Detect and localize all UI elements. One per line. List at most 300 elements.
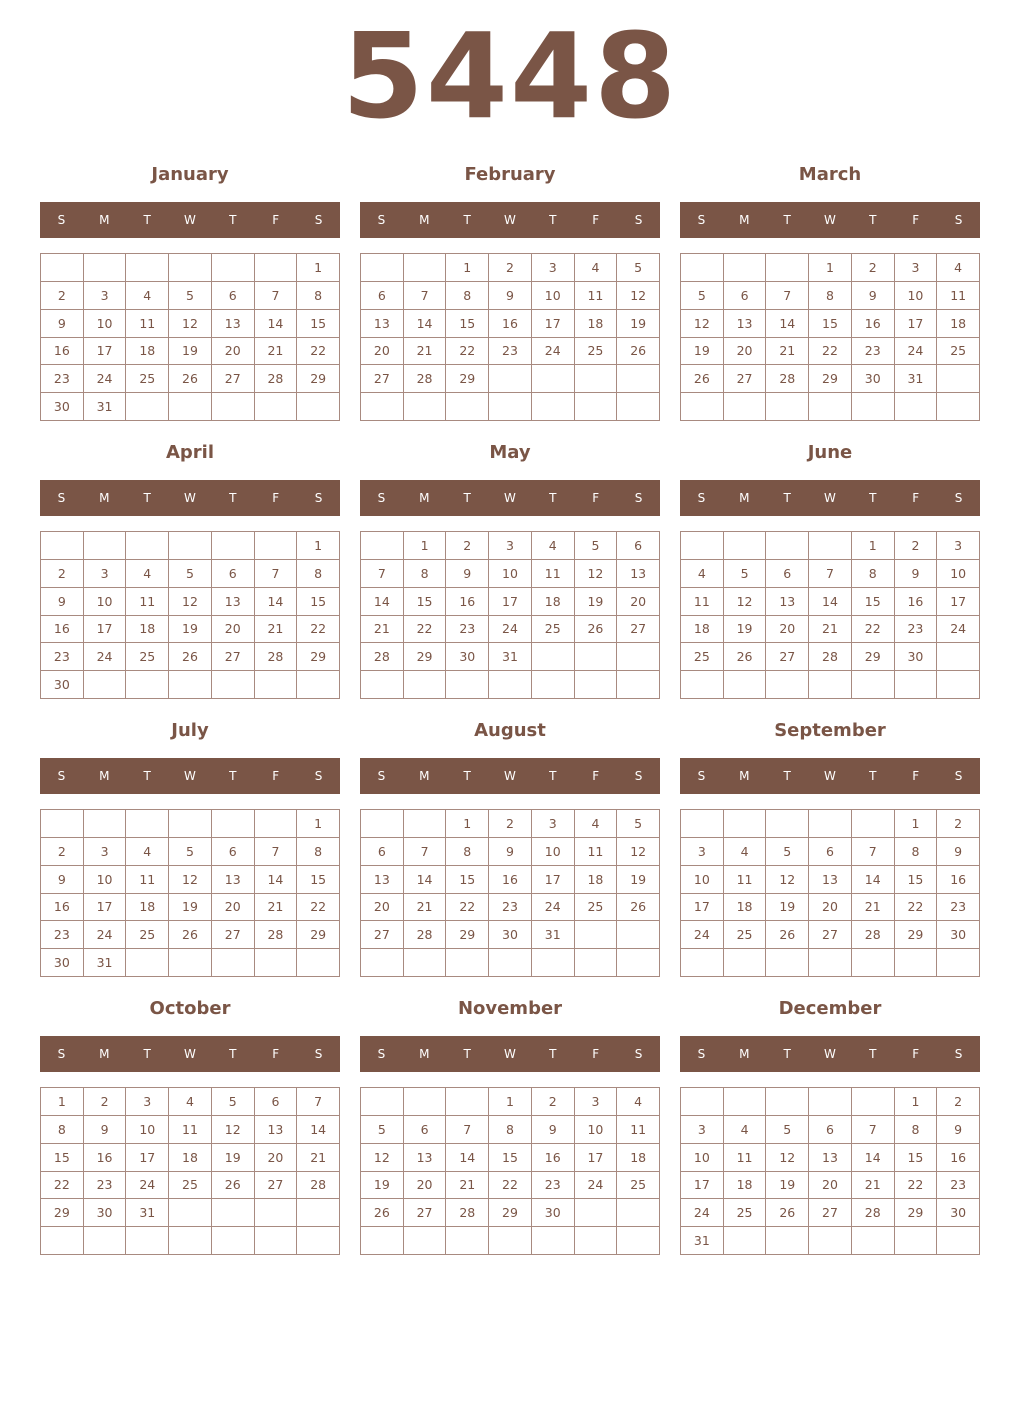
day-cell[interactable]: 16 bbox=[937, 1144, 980, 1172]
day-cell[interactable]: 22 bbox=[895, 894, 938, 922]
day-cell[interactable]: 27 bbox=[255, 1172, 298, 1200]
day-cell[interactable]: 6 bbox=[361, 282, 404, 310]
day-cell[interactable]: 31 bbox=[84, 393, 127, 421]
day-cell[interactable]: 29 bbox=[809, 365, 852, 393]
day-cell[interactable]: 14 bbox=[404, 310, 447, 338]
day-cell[interactable]: 19 bbox=[169, 894, 212, 922]
day-cell[interactable]: 17 bbox=[489, 588, 532, 616]
day-cell[interactable]: 23 bbox=[84, 1172, 127, 1200]
day-cell[interactable]: 12 bbox=[169, 310, 212, 338]
day-cell[interactable]: 21 bbox=[852, 894, 895, 922]
day-cell[interactable]: 1 bbox=[297, 810, 340, 838]
day-cell[interactable]: 6 bbox=[255, 1088, 298, 1116]
day-cell[interactable]: 3 bbox=[126, 1088, 169, 1116]
day-cell[interactable]: 2 bbox=[532, 1088, 575, 1116]
day-cell[interactable]: 1 bbox=[41, 1088, 84, 1116]
day-cell[interactable]: 19 bbox=[169, 616, 212, 644]
day-cell[interactable]: 14 bbox=[255, 588, 298, 616]
day-cell[interactable]: 6 bbox=[212, 282, 255, 310]
day-cell[interactable]: 31 bbox=[532, 921, 575, 949]
day-cell[interactable]: 18 bbox=[617, 1144, 660, 1172]
day-cell[interactable]: 21 bbox=[255, 338, 298, 366]
day-cell[interactable]: 19 bbox=[681, 338, 724, 366]
day-cell[interactable]: 4 bbox=[169, 1088, 212, 1116]
day-cell[interactable]: 29 bbox=[297, 921, 340, 949]
day-cell[interactable]: 28 bbox=[255, 921, 298, 949]
day-cell[interactable]: 9 bbox=[41, 310, 84, 338]
day-cell[interactable]: 3 bbox=[575, 1088, 618, 1116]
day-cell[interactable]: 2 bbox=[41, 838, 84, 866]
day-cell[interactable]: 27 bbox=[404, 1199, 447, 1227]
day-cell[interactable]: 29 bbox=[895, 921, 938, 949]
day-cell[interactable]: 2 bbox=[852, 254, 895, 282]
day-cell[interactable]: 26 bbox=[169, 365, 212, 393]
day-cell[interactable]: 18 bbox=[937, 310, 980, 338]
day-cell[interactable]: 6 bbox=[212, 560, 255, 588]
day-cell[interactable]: 11 bbox=[126, 588, 169, 616]
day-cell[interactable]: 29 bbox=[404, 643, 447, 671]
day-cell[interactable]: 10 bbox=[532, 838, 575, 866]
day-cell[interactable]: 28 bbox=[361, 643, 404, 671]
day-cell[interactable]: 3 bbox=[681, 1116, 724, 1144]
day-cell[interactable]: 19 bbox=[575, 588, 618, 616]
day-cell[interactable]: 5 bbox=[766, 838, 809, 866]
day-cell[interactable]: 1 bbox=[895, 1088, 938, 1116]
day-cell[interactable]: 22 bbox=[446, 894, 489, 922]
day-cell[interactable]: 8 bbox=[446, 838, 489, 866]
day-cell[interactable]: 15 bbox=[404, 588, 447, 616]
day-cell[interactable]: 14 bbox=[255, 310, 298, 338]
day-cell[interactable]: 13 bbox=[766, 588, 809, 616]
day-cell[interactable]: 29 bbox=[852, 643, 895, 671]
day-cell[interactable]: 21 bbox=[255, 616, 298, 644]
day-cell[interactable]: 9 bbox=[937, 1116, 980, 1144]
day-cell[interactable]: 14 bbox=[255, 866, 298, 894]
day-cell[interactable]: 26 bbox=[575, 616, 618, 644]
day-cell[interactable]: 31 bbox=[84, 949, 127, 977]
day-cell[interactable]: 27 bbox=[617, 616, 660, 644]
day-cell[interactable]: 5 bbox=[724, 560, 767, 588]
day-cell[interactable]: 15 bbox=[489, 1144, 532, 1172]
day-cell[interactable]: 26 bbox=[169, 643, 212, 671]
day-cell[interactable]: 16 bbox=[895, 588, 938, 616]
day-cell[interactable]: 17 bbox=[126, 1144, 169, 1172]
day-cell[interactable]: 3 bbox=[532, 810, 575, 838]
day-cell[interactable]: 29 bbox=[446, 921, 489, 949]
day-cell[interactable]: 27 bbox=[766, 643, 809, 671]
day-cell[interactable]: 7 bbox=[852, 1116, 895, 1144]
day-cell[interactable]: 4 bbox=[937, 254, 980, 282]
day-cell[interactable]: 15 bbox=[297, 310, 340, 338]
day-cell[interactable]: 21 bbox=[404, 338, 447, 366]
day-cell[interactable]: 17 bbox=[532, 310, 575, 338]
day-cell[interactable]: 5 bbox=[617, 810, 660, 838]
day-cell[interactable]: 23 bbox=[446, 616, 489, 644]
day-cell[interactable]: 6 bbox=[212, 838, 255, 866]
day-cell[interactable]: 20 bbox=[809, 1172, 852, 1200]
day-cell[interactable]: 5 bbox=[361, 1116, 404, 1144]
day-cell[interactable]: 19 bbox=[361, 1172, 404, 1200]
day-cell[interactable]: 7 bbox=[404, 838, 447, 866]
day-cell[interactable]: 17 bbox=[681, 894, 724, 922]
day-cell[interactable]: 10 bbox=[126, 1116, 169, 1144]
day-cell[interactable]: 24 bbox=[126, 1172, 169, 1200]
day-cell[interactable]: 9 bbox=[852, 282, 895, 310]
day-cell[interactable]: 8 bbox=[297, 838, 340, 866]
day-cell[interactable]: 2 bbox=[489, 810, 532, 838]
day-cell[interactable]: 8 bbox=[895, 1116, 938, 1144]
day-cell[interactable]: 9 bbox=[489, 282, 532, 310]
day-cell[interactable]: 5 bbox=[681, 282, 724, 310]
day-cell[interactable]: 21 bbox=[446, 1172, 489, 1200]
day-cell[interactable]: 13 bbox=[361, 310, 404, 338]
day-cell[interactable]: 20 bbox=[809, 894, 852, 922]
day-cell[interactable]: 23 bbox=[937, 894, 980, 922]
day-cell[interactable]: 23 bbox=[532, 1172, 575, 1200]
day-cell[interactable]: 15 bbox=[852, 588, 895, 616]
day-cell[interactable]: 29 bbox=[489, 1199, 532, 1227]
day-cell[interactable]: 17 bbox=[532, 866, 575, 894]
day-cell[interactable]: 14 bbox=[852, 866, 895, 894]
day-cell[interactable]: 3 bbox=[937, 532, 980, 560]
day-cell[interactable]: 8 bbox=[404, 560, 447, 588]
day-cell[interactable]: 22 bbox=[41, 1172, 84, 1200]
day-cell[interactable]: 29 bbox=[297, 365, 340, 393]
day-cell[interactable]: 11 bbox=[126, 310, 169, 338]
day-cell[interactable]: 9 bbox=[41, 588, 84, 616]
day-cell[interactable]: 10 bbox=[489, 560, 532, 588]
day-cell[interactable]: 3 bbox=[84, 282, 127, 310]
day-cell[interactable]: 15 bbox=[895, 1144, 938, 1172]
day-cell[interactable]: 11 bbox=[937, 282, 980, 310]
day-cell[interactable]: 28 bbox=[297, 1172, 340, 1200]
day-cell[interactable]: 9 bbox=[41, 866, 84, 894]
day-cell[interactable]: 14 bbox=[297, 1116, 340, 1144]
day-cell[interactable]: 16 bbox=[41, 616, 84, 644]
day-cell[interactable]: 4 bbox=[575, 254, 618, 282]
day-cell[interactable]: 17 bbox=[937, 588, 980, 616]
day-cell[interactable]: 24 bbox=[895, 338, 938, 366]
day-cell[interactable]: 30 bbox=[41, 949, 84, 977]
day-cell[interactable]: 22 bbox=[852, 616, 895, 644]
day-cell[interactable]: 18 bbox=[126, 616, 169, 644]
day-cell[interactable]: 9 bbox=[895, 560, 938, 588]
day-cell[interactable]: 19 bbox=[617, 866, 660, 894]
day-cell[interactable]: 30 bbox=[446, 643, 489, 671]
day-cell[interactable]: 13 bbox=[724, 310, 767, 338]
day-cell[interactable]: 28 bbox=[809, 643, 852, 671]
day-cell[interactable]: 16 bbox=[84, 1144, 127, 1172]
day-cell[interactable]: 11 bbox=[724, 1144, 767, 1172]
day-cell[interactable]: 23 bbox=[489, 338, 532, 366]
day-cell[interactable]: 18 bbox=[575, 310, 618, 338]
day-cell[interactable]: 18 bbox=[169, 1144, 212, 1172]
day-cell[interactable]: 24 bbox=[681, 921, 724, 949]
day-cell[interactable]: 4 bbox=[532, 532, 575, 560]
day-cell[interactable]: 29 bbox=[297, 643, 340, 671]
day-cell[interactable]: 20 bbox=[724, 338, 767, 366]
day-cell[interactable]: 21 bbox=[809, 616, 852, 644]
day-cell[interactable]: 1 bbox=[489, 1088, 532, 1116]
day-cell[interactable]: 15 bbox=[297, 588, 340, 616]
day-cell[interactable]: 17 bbox=[681, 1172, 724, 1200]
day-cell[interactable]: 14 bbox=[404, 866, 447, 894]
day-cell[interactable]: 2 bbox=[895, 532, 938, 560]
day-cell[interactable]: 26 bbox=[766, 921, 809, 949]
day-cell[interactable]: 18 bbox=[532, 588, 575, 616]
day-cell[interactable]: 22 bbox=[297, 616, 340, 644]
day-cell[interactable]: 31 bbox=[681, 1227, 724, 1255]
day-cell[interactable]: 1 bbox=[404, 532, 447, 560]
day-cell[interactable]: 1 bbox=[446, 810, 489, 838]
day-cell[interactable]: 7 bbox=[255, 560, 298, 588]
day-cell[interactable]: 4 bbox=[724, 1116, 767, 1144]
day-cell[interactable]: 28 bbox=[255, 643, 298, 671]
day-cell[interactable]: 30 bbox=[41, 671, 84, 699]
day-cell[interactable]: 9 bbox=[84, 1116, 127, 1144]
day-cell[interactable]: 19 bbox=[766, 894, 809, 922]
day-cell[interactable]: 24 bbox=[937, 616, 980, 644]
day-cell[interactable]: 10 bbox=[84, 588, 127, 616]
day-cell[interactable]: 22 bbox=[297, 894, 340, 922]
day-cell[interactable]: 7 bbox=[766, 282, 809, 310]
day-cell[interactable]: 19 bbox=[766, 1172, 809, 1200]
day-cell[interactable]: 16 bbox=[489, 310, 532, 338]
day-cell[interactable]: 5 bbox=[169, 560, 212, 588]
day-cell[interactable]: 26 bbox=[617, 894, 660, 922]
day-cell[interactable]: 20 bbox=[212, 616, 255, 644]
day-cell[interactable]: 10 bbox=[681, 866, 724, 894]
day-cell[interactable]: 20 bbox=[361, 894, 404, 922]
day-cell[interactable]: 18 bbox=[724, 894, 767, 922]
day-cell[interactable]: 30 bbox=[532, 1199, 575, 1227]
day-cell[interactable]: 2 bbox=[446, 532, 489, 560]
day-cell[interactable]: 1 bbox=[895, 810, 938, 838]
day-cell[interactable]: 30 bbox=[489, 921, 532, 949]
day-cell[interactable]: 10 bbox=[84, 310, 127, 338]
day-cell[interactable]: 7 bbox=[809, 560, 852, 588]
day-cell[interactable]: 20 bbox=[255, 1144, 298, 1172]
day-cell[interactable]: 22 bbox=[489, 1172, 532, 1200]
day-cell[interactable]: 20 bbox=[617, 588, 660, 616]
day-cell[interactable]: 25 bbox=[575, 894, 618, 922]
day-cell[interactable]: 13 bbox=[255, 1116, 298, 1144]
day-cell[interactable]: 12 bbox=[724, 588, 767, 616]
day-cell[interactable]: 25 bbox=[724, 921, 767, 949]
day-cell[interactable]: 1 bbox=[809, 254, 852, 282]
day-cell[interactable]: 8 bbox=[852, 560, 895, 588]
day-cell[interactable]: 24 bbox=[681, 1199, 724, 1227]
day-cell[interactable]: 13 bbox=[809, 866, 852, 894]
day-cell[interactable]: 26 bbox=[617, 338, 660, 366]
day-cell[interactable]: 10 bbox=[895, 282, 938, 310]
day-cell[interactable]: 19 bbox=[724, 616, 767, 644]
day-cell[interactable]: 28 bbox=[852, 1199, 895, 1227]
day-cell[interactable]: 30 bbox=[895, 643, 938, 671]
day-cell[interactable]: 21 bbox=[255, 894, 298, 922]
day-cell[interactable]: 5 bbox=[212, 1088, 255, 1116]
day-cell[interactable]: 26 bbox=[724, 643, 767, 671]
day-cell[interactable]: 11 bbox=[681, 588, 724, 616]
day-cell[interactable]: 23 bbox=[895, 616, 938, 644]
day-cell[interactable]: 13 bbox=[212, 588, 255, 616]
day-cell[interactable]: 25 bbox=[724, 1199, 767, 1227]
day-cell[interactable]: 26 bbox=[681, 365, 724, 393]
day-cell[interactable]: 1 bbox=[297, 532, 340, 560]
day-cell[interactable]: 1 bbox=[446, 254, 489, 282]
day-cell[interactable]: 13 bbox=[404, 1144, 447, 1172]
day-cell[interactable]: 31 bbox=[895, 365, 938, 393]
day-cell[interactable]: 23 bbox=[41, 921, 84, 949]
day-cell[interactable]: 19 bbox=[212, 1144, 255, 1172]
day-cell[interactable]: 10 bbox=[532, 282, 575, 310]
day-cell[interactable]: 26 bbox=[766, 1199, 809, 1227]
day-cell[interactable]: 24 bbox=[575, 1172, 618, 1200]
day-cell[interactable]: 24 bbox=[84, 921, 127, 949]
day-cell[interactable]: 18 bbox=[126, 338, 169, 366]
day-cell[interactable]: 5 bbox=[169, 838, 212, 866]
day-cell[interactable]: 25 bbox=[617, 1172, 660, 1200]
day-cell[interactable]: 6 bbox=[361, 838, 404, 866]
day-cell[interactable]: 16 bbox=[41, 338, 84, 366]
day-cell[interactable]: 30 bbox=[852, 365, 895, 393]
day-cell[interactable]: 3 bbox=[489, 532, 532, 560]
day-cell[interactable]: 5 bbox=[169, 282, 212, 310]
day-cell[interactable]: 15 bbox=[297, 866, 340, 894]
day-cell[interactable]: 27 bbox=[212, 921, 255, 949]
day-cell[interactable]: 23 bbox=[41, 365, 84, 393]
day-cell[interactable]: 15 bbox=[446, 866, 489, 894]
day-cell[interactable]: 17 bbox=[575, 1144, 618, 1172]
day-cell[interactable]: 17 bbox=[84, 894, 127, 922]
day-cell[interactable]: 11 bbox=[575, 282, 618, 310]
day-cell[interactable]: 15 bbox=[895, 866, 938, 894]
day-cell[interactable]: 28 bbox=[852, 921, 895, 949]
day-cell[interactable]: 9 bbox=[532, 1116, 575, 1144]
day-cell[interactable]: 4 bbox=[681, 560, 724, 588]
day-cell[interactable]: 14 bbox=[361, 588, 404, 616]
day-cell[interactable]: 24 bbox=[84, 365, 127, 393]
day-cell[interactable]: 27 bbox=[809, 1199, 852, 1227]
day-cell[interactable]: 15 bbox=[41, 1144, 84, 1172]
day-cell[interactable]: 17 bbox=[895, 310, 938, 338]
day-cell[interactable]: 14 bbox=[446, 1144, 489, 1172]
day-cell[interactable]: 10 bbox=[937, 560, 980, 588]
day-cell[interactable]: 16 bbox=[937, 866, 980, 894]
day-cell[interactable]: 13 bbox=[212, 310, 255, 338]
day-cell[interactable]: 10 bbox=[84, 866, 127, 894]
day-cell[interactable]: 8 bbox=[446, 282, 489, 310]
day-cell[interactable]: 22 bbox=[446, 338, 489, 366]
day-cell[interactable]: 7 bbox=[404, 282, 447, 310]
day-cell[interactable]: 25 bbox=[532, 616, 575, 644]
day-cell[interactable]: 31 bbox=[489, 643, 532, 671]
day-cell[interactable]: 1 bbox=[297, 254, 340, 282]
day-cell[interactable]: 9 bbox=[489, 838, 532, 866]
day-cell[interactable]: 11 bbox=[575, 838, 618, 866]
day-cell[interactable]: 4 bbox=[126, 838, 169, 866]
day-cell[interactable]: 27 bbox=[361, 921, 404, 949]
day-cell[interactable]: 16 bbox=[489, 866, 532, 894]
day-cell[interactable]: 17 bbox=[84, 616, 127, 644]
day-cell[interactable]: 2 bbox=[937, 1088, 980, 1116]
day-cell[interactable]: 22 bbox=[809, 338, 852, 366]
day-cell[interactable]: 25 bbox=[126, 643, 169, 671]
day-cell[interactable]: 17 bbox=[84, 338, 127, 366]
day-cell[interactable]: 30 bbox=[84, 1199, 127, 1227]
day-cell[interactable]: 7 bbox=[361, 560, 404, 588]
day-cell[interactable]: 31 bbox=[126, 1199, 169, 1227]
day-cell[interactable]: 20 bbox=[404, 1172, 447, 1200]
day-cell[interactable]: 6 bbox=[404, 1116, 447, 1144]
day-cell[interactable]: 12 bbox=[766, 866, 809, 894]
day-cell[interactable]: 3 bbox=[681, 838, 724, 866]
day-cell[interactable]: 13 bbox=[212, 866, 255, 894]
day-cell[interactable]: 21 bbox=[361, 616, 404, 644]
day-cell[interactable]: 25 bbox=[937, 338, 980, 366]
day-cell[interactable]: 18 bbox=[575, 866, 618, 894]
day-cell[interactable]: 21 bbox=[297, 1144, 340, 1172]
day-cell[interactable]: 25 bbox=[681, 643, 724, 671]
day-cell[interactable]: 26 bbox=[169, 921, 212, 949]
day-cell[interactable]: 22 bbox=[404, 616, 447, 644]
day-cell[interactable]: 22 bbox=[297, 338, 340, 366]
day-cell[interactable]: 20 bbox=[766, 616, 809, 644]
day-cell[interactable]: 28 bbox=[404, 365, 447, 393]
day-cell[interactable]: 11 bbox=[532, 560, 575, 588]
day-cell[interactable]: 8 bbox=[895, 838, 938, 866]
day-cell[interactable]: 4 bbox=[575, 810, 618, 838]
day-cell[interactable]: 11 bbox=[126, 866, 169, 894]
day-cell[interactable]: 2 bbox=[84, 1088, 127, 1116]
day-cell[interactable]: 20 bbox=[361, 338, 404, 366]
day-cell[interactable]: 6 bbox=[809, 1116, 852, 1144]
day-cell[interactable]: 16 bbox=[41, 894, 84, 922]
day-cell[interactable]: 1 bbox=[852, 532, 895, 560]
day-cell[interactable]: 4 bbox=[617, 1088, 660, 1116]
day-cell[interactable]: 24 bbox=[532, 894, 575, 922]
day-cell[interactable]: 8 bbox=[297, 282, 340, 310]
day-cell[interactable]: 19 bbox=[617, 310, 660, 338]
day-cell[interactable]: 10 bbox=[575, 1116, 618, 1144]
day-cell[interactable]: 30 bbox=[937, 1199, 980, 1227]
day-cell[interactable]: 8 bbox=[489, 1116, 532, 1144]
day-cell[interactable]: 3 bbox=[895, 254, 938, 282]
day-cell[interactable]: 27 bbox=[212, 643, 255, 671]
day-cell[interactable]: 6 bbox=[766, 560, 809, 588]
day-cell[interactable]: 12 bbox=[681, 310, 724, 338]
day-cell[interactable]: 7 bbox=[852, 838, 895, 866]
day-cell[interactable]: 21 bbox=[404, 894, 447, 922]
day-cell[interactable]: 27 bbox=[361, 365, 404, 393]
day-cell[interactable]: 14 bbox=[766, 310, 809, 338]
day-cell[interactable]: 6 bbox=[809, 838, 852, 866]
day-cell[interactable]: 29 bbox=[41, 1199, 84, 1227]
day-cell[interactable]: 6 bbox=[617, 532, 660, 560]
day-cell[interactable]: 23 bbox=[852, 338, 895, 366]
day-cell[interactable]: 15 bbox=[446, 310, 489, 338]
day-cell[interactable]: 5 bbox=[575, 532, 618, 560]
day-cell[interactable]: 19 bbox=[169, 338, 212, 366]
day-cell[interactable]: 3 bbox=[84, 838, 127, 866]
day-cell[interactable]: 20 bbox=[212, 338, 255, 366]
day-cell[interactable]: 27 bbox=[212, 365, 255, 393]
day-cell[interactable]: 30 bbox=[41, 393, 84, 421]
day-cell[interactable]: 3 bbox=[84, 560, 127, 588]
day-cell[interactable]: 2 bbox=[41, 560, 84, 588]
day-cell[interactable]: 29 bbox=[446, 365, 489, 393]
day-cell[interactable]: 18 bbox=[724, 1172, 767, 1200]
